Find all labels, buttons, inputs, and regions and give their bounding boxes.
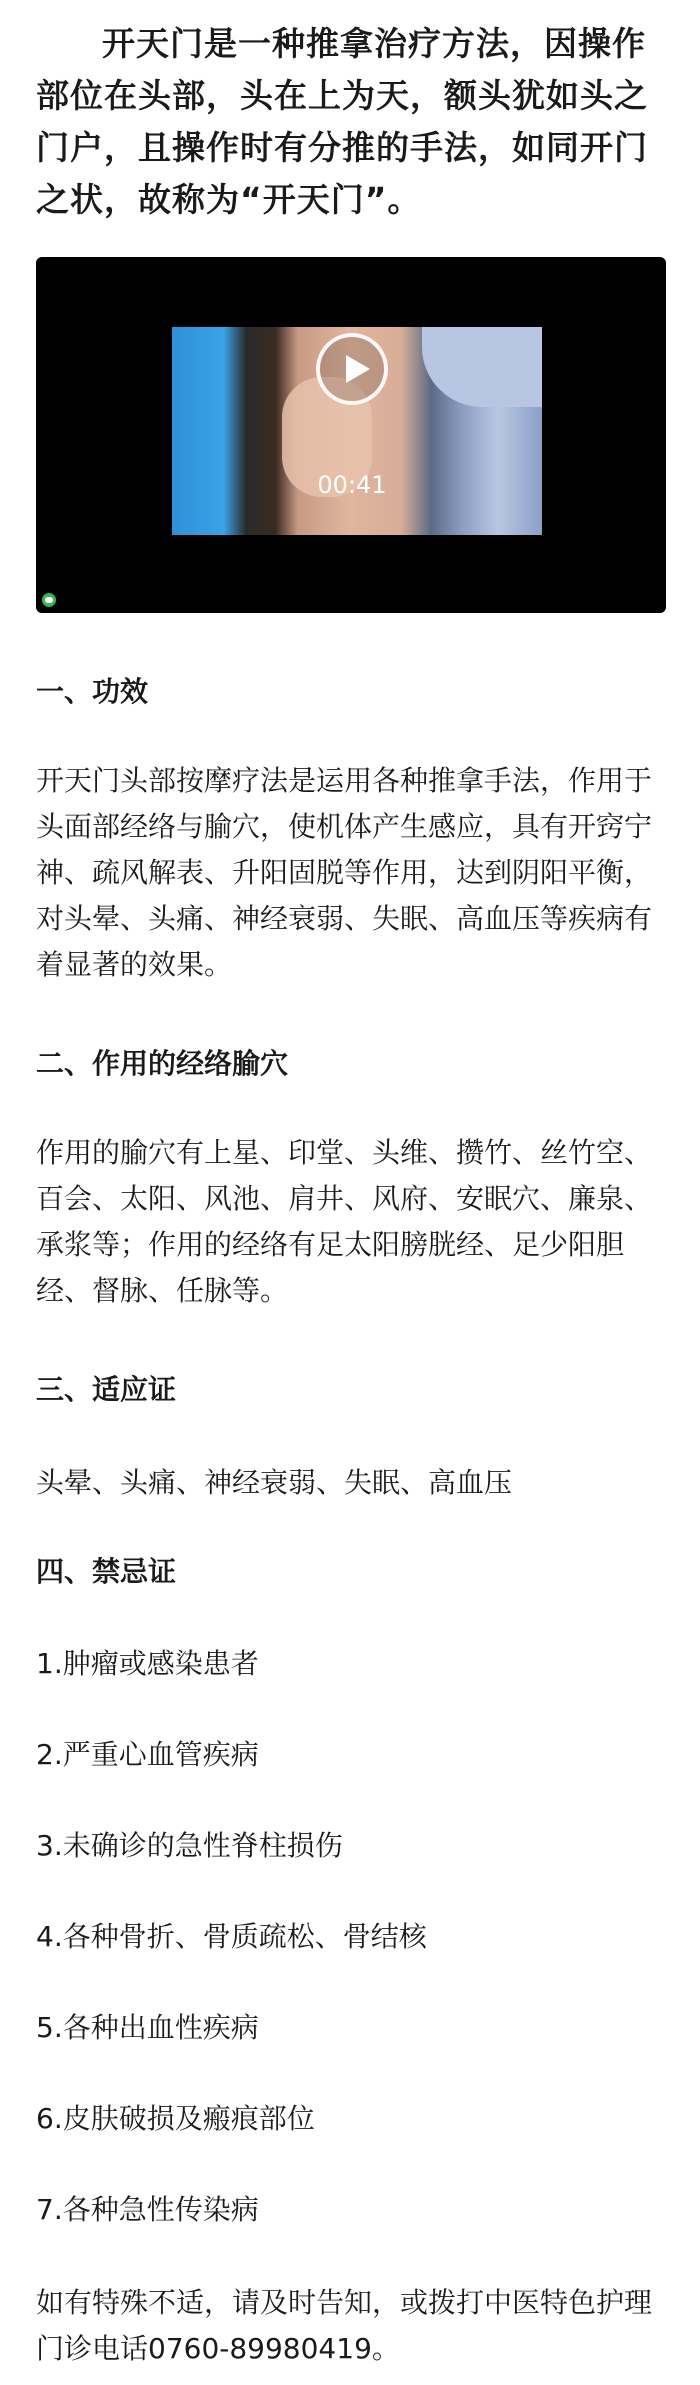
video-player[interactable] (36, 257, 666, 613)
section-title-points: 二、作用的经络腧穴 (36, 1047, 289, 1080)
video-duration: 00:41 (317, 471, 387, 499)
list-item: 7.各种急性传染病 (36, 2193, 259, 2226)
section-body-efficacy: 开天门头部按摩疗法是运用各种推拿手法，作用于头面部经络与腧穴，使机体产生感应，具有开窍宁神、疏风解表、升阳固脱等作用，达到阴阳平衡，对头晕、头痛、神经衰弱、失眠、高血压等疾病有着显著的效果。 (36, 764, 653, 981)
section-title-contraindications: 四、禁忌证 (36, 1555, 177, 1588)
list-item: 5.各种出血性疾病 (36, 2011, 259, 2044)
section-body-indications: 头晕、头痛、神经衰弱、失眠、高血压 (36, 1466, 513, 1499)
play-icon[interactable] (316, 333, 388, 405)
list-item: 1.肿瘤或感染患者 (36, 1647, 259, 1680)
section-title-efficacy: 一、功效 (36, 675, 149, 708)
list-item: 3.未确诊的急性脊柱损伤 (36, 1829, 343, 1862)
channel-logo-icon (42, 593, 56, 607)
list-item: 2.严重心血管疾病 (36, 1738, 259, 1771)
footer-contact: 如有特殊不适，请及时告知，或拨打中医特色护理门诊电话0760-89980419。 (36, 2286, 653, 2365)
section-body-points: 作用的腧穴有上星、印堂、头维、攒竹、丝竹空、百会、太阳、风池、肩井、风府、安眠穴、廉泉、承浆等；作用的经络有足太阳膀胱经、足少阳胆经、督脉、任脉等。 (36, 1136, 653, 1307)
list-item: 6.皮肤破损及瘢痕部位 (36, 2102, 315, 2135)
thumbnail-arm (422, 327, 542, 407)
intro-paragraph: 开天门是一种推拿治疗方法，因操作部位在头部，头在上为天，额头犹如头之门户，且操作时有分推的手法，如同开门之状，故称为“开天门”。 (36, 24, 648, 219)
section-title-indications: 三、适应证 (36, 1373, 177, 1406)
list-item: 4.各种骨折、骨质疏松、骨结核 (36, 1920, 427, 1953)
